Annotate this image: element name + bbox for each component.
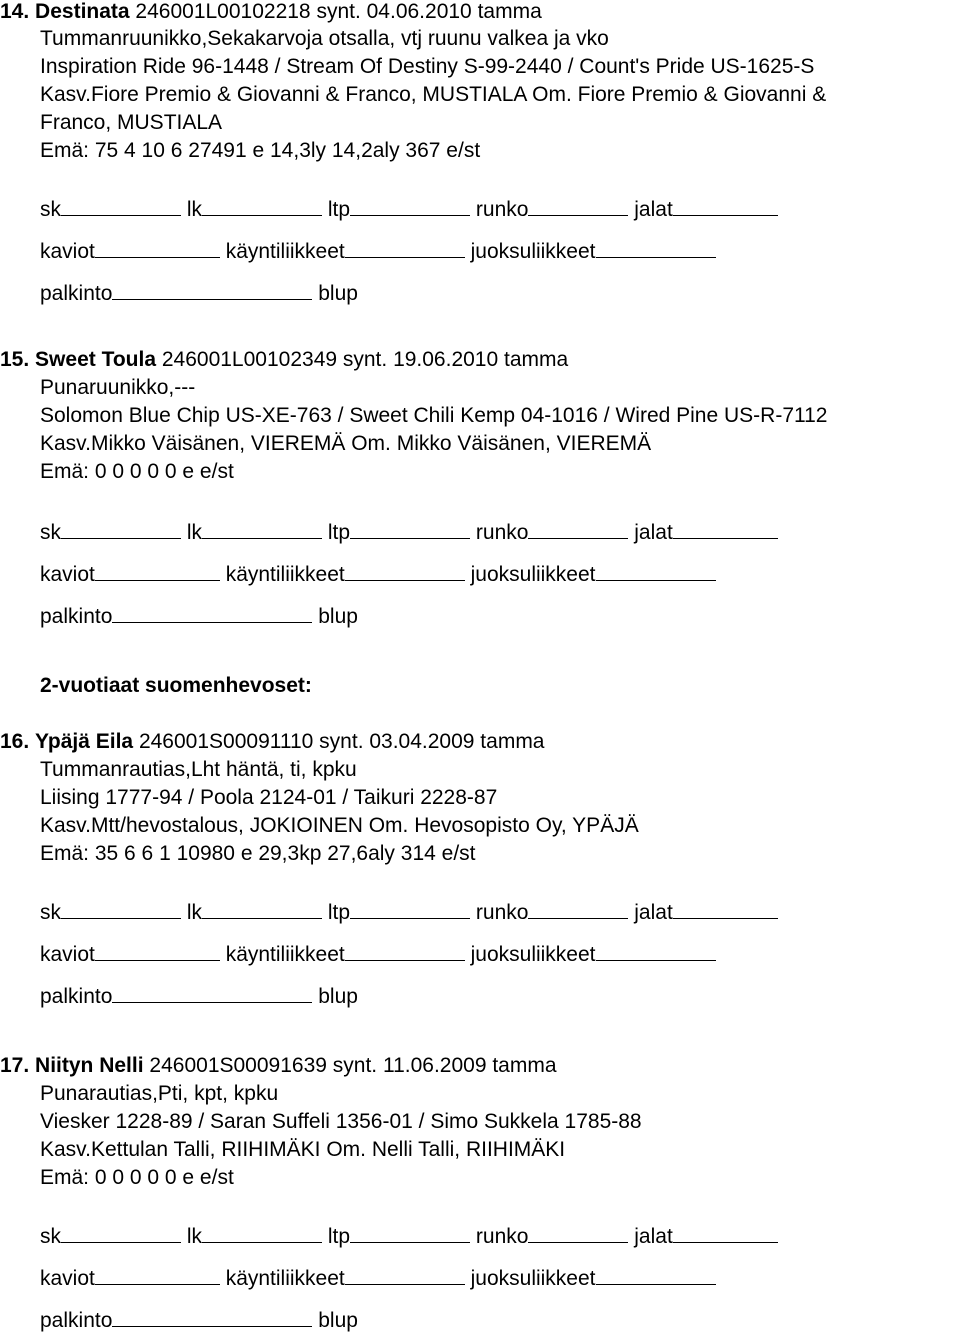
jalat-label: jalat (634, 1225, 673, 1248)
registration-info: 246001L00102349 synt. 19.06.2010 tamma (161, 348, 569, 371)
kaviot-blank (95, 940, 220, 961)
kayntiliikkeet-blank (345, 560, 465, 581)
sk-label: sk (40, 1225, 61, 1248)
score-row-2 (40, 1264, 716, 1291)
sk-label: sk (40, 521, 61, 544)
jalat-blank (673, 898, 778, 919)
juoksuliikkeet-label: juoksuliikkeet (470, 943, 596, 966)
juoksuliikkeet-blank (596, 560, 716, 581)
kayntiliikkeet-label: käyntiliikkeet (225, 1267, 345, 1290)
palkinto-blank (112, 982, 312, 1003)
lk-label: lk (186, 521, 203, 544)
kayntiliikkeet-blank (345, 940, 465, 961)
sk-blank (61, 1222, 181, 1243)
ltp-blank (350, 898, 470, 919)
entry-number: 15. (0, 348, 30, 371)
entry-header-15 (0, 348, 568, 372)
runko-blank (528, 1222, 628, 1243)
runko-blank (528, 195, 628, 216)
entry-number: 16. (0, 730, 30, 753)
score-row-1 (40, 1222, 778, 1249)
horse-color: Punarautias,Pti, kpt, kpku (40, 1082, 279, 1105)
kaviot-label: kaviot (40, 563, 95, 586)
lk-label: lk (186, 198, 203, 221)
kaviot-label: kaviot (40, 1267, 95, 1290)
jalat-blank (673, 1222, 778, 1243)
lk-blank (202, 195, 322, 216)
dam-stats: Emä: 0 0 0 0 0 e e/st (40, 1166, 234, 1189)
juoksuliikkeet-label: juoksuliikkeet (470, 240, 596, 263)
blup-label: blup (318, 605, 358, 628)
palkinto-blank (112, 602, 312, 623)
horse-name: Destinata (35, 0, 130, 23)
horse-color: Tummanrautias,Lht häntä, ti, kpku (40, 758, 357, 781)
runko-label: runko (475, 198, 529, 221)
breeder-owner: Kasv.Kettulan Talli, RIIHIMÄKI Om. Nelli Talli, RIIHIMÄKI (40, 1138, 566, 1161)
kaviot-blank (95, 237, 220, 258)
sk-blank (61, 195, 181, 216)
score-row-1 (40, 518, 778, 545)
blup-label: blup (318, 985, 358, 1008)
runko-blank (528, 518, 628, 539)
palkinto-blank (112, 279, 312, 300)
entry-number: 17. (0, 1054, 30, 1077)
ltp-label: ltp (327, 521, 351, 544)
runko-blank (528, 898, 628, 919)
pedigree: Liising 1777-94 / Poola 2124-01 / Taikuri 2228-87 (40, 786, 498, 809)
score-row-2 (40, 940, 716, 967)
sk-label: sk (40, 198, 61, 221)
jalat-blank (673, 518, 778, 539)
horse-name: Ypäjä Eila (35, 730, 134, 753)
blup-label: blup (318, 282, 358, 305)
palkinto-label: palkinto (40, 605, 113, 628)
juoksuliikkeet-blank (596, 940, 716, 961)
sk-blank (61, 518, 181, 539)
jalat-label: jalat (634, 198, 673, 221)
runko-label: runko (475, 521, 529, 544)
pedigree: Inspiration Ride 96-1448 / Stream Of Destiny S-99-2440 / Count's Pride US-1625-S (40, 55, 815, 78)
palkinto-label: palkinto (40, 1309, 113, 1332)
runko-label: runko (475, 1225, 529, 1248)
breeder-owner: Kasv.Mikko Väisänen, VIEREMÄ Om. Mikko Väisänen, VIEREMÄ (40, 432, 652, 455)
runko-label: runko (475, 901, 529, 924)
lk-label: lk (186, 1225, 203, 1248)
score-row-3 (40, 1306, 358, 1333)
entry-number: 14. (0, 0, 30, 23)
horse-color: Punaruunikko,--- (40, 376, 196, 399)
kaviot-label: kaviot (40, 943, 95, 966)
kaviot-label: kaviot (40, 240, 95, 263)
ltp-label: ltp (327, 901, 351, 924)
jalat-label: jalat (634, 521, 673, 544)
kaviot-blank (95, 1264, 220, 1285)
score-row-2 (40, 560, 716, 587)
kayntiliikkeet-label: käyntiliikkeet (225, 563, 345, 586)
pedigree: Solomon Blue Chip US-XE-763 / Sweet Chili Kemp 04-1016 / Wired Pine US-R-7112 (40, 404, 828, 427)
score-row-1 (40, 898, 778, 925)
juoksuliikkeet-blank (596, 1264, 716, 1285)
horse-name: Sweet Toula (35, 348, 157, 371)
horse-color: Tummanruunikko,Sekakarvoja otsalla, vtj ruunu valkea ja vko (40, 27, 609, 50)
entry-header-16 (0, 730, 545, 754)
palkinto-label: palkinto (40, 282, 113, 305)
registration-info: 246001S00091639 synt. 11.06.2009 tamma (149, 1054, 557, 1077)
score-row-1 (40, 195, 778, 222)
jalat-blank (673, 195, 778, 216)
sk-blank (61, 898, 181, 919)
lk-label: lk (186, 901, 203, 924)
kayntiliikkeet-label: käyntiliikkeet (225, 943, 345, 966)
score-row-3 (40, 279, 358, 306)
sk-label: sk (40, 901, 61, 924)
ltp-blank (350, 195, 470, 216)
kaviot-blank (95, 560, 220, 581)
blup-label: blup (318, 1309, 358, 1332)
registration-info: 246001L00102218 synt. 04.06.2010 tamma (135, 0, 542, 23)
dam-stats: Emä: 0 0 0 0 0 e e/st (40, 460, 234, 483)
breeder-owner: Kasv.Fiore Premio & Giovanni & Franco, MUSTIALA Om. Fiore Premio & Giovanni & (40, 83, 827, 106)
kayntiliikkeet-label: käyntiliikkeet (225, 240, 345, 263)
ltp-label: ltp (327, 1225, 351, 1248)
ltp-blank (350, 518, 470, 539)
score-row-2 (40, 237, 716, 264)
score-row-3 (40, 602, 358, 629)
ltp-label: ltp (327, 198, 351, 221)
dam-stats: Emä: 75 4 10 6 27491 e 14,3ly 14,2aly 367 e/st (40, 139, 481, 162)
juoksuliikkeet-label: juoksuliikkeet (470, 563, 596, 586)
entry-header-17 (0, 1054, 557, 1078)
juoksuliikkeet-label: juoksuliikkeet (470, 1267, 596, 1290)
kayntiliikkeet-blank (345, 1264, 465, 1285)
palkinto-blank (112, 1306, 312, 1327)
horse-name: Niityn Nelli (35, 1054, 144, 1077)
kayntiliikkeet-blank (345, 237, 465, 258)
breeder-owner: Kasv.Mtt/hevostalous, JOKIOINEN Om. Hevosopisto Oy, YPÄJÄ (40, 814, 639, 837)
dam-stats: Emä: 35 6 6 1 10980 e 29,3kp 27,6aly 314 e/st (40, 842, 476, 865)
score-row-3 (40, 982, 358, 1009)
entry-header-14 (0, 0, 542, 24)
ltp-blank (350, 1222, 470, 1243)
registration-info: 246001S00091110 synt. 03.04.2009 tamma (138, 730, 545, 753)
lk-blank (202, 898, 322, 919)
juoksuliikkeet-blank (596, 237, 716, 258)
section-heading: 2-vuotiaat suomenhevoset: (40, 674, 312, 697)
jalat-label: jalat (634, 901, 673, 924)
breeder-owner-cont: Franco, MUSTIALA (40, 111, 223, 134)
lk-blank (202, 518, 322, 539)
pedigree: Viesker 1228-89 / Saran Suffeli 1356-01 / Simo Sukkela 1785-88 (40, 1110, 642, 1133)
palkinto-label: palkinto (40, 985, 113, 1008)
lk-blank (202, 1222, 322, 1243)
